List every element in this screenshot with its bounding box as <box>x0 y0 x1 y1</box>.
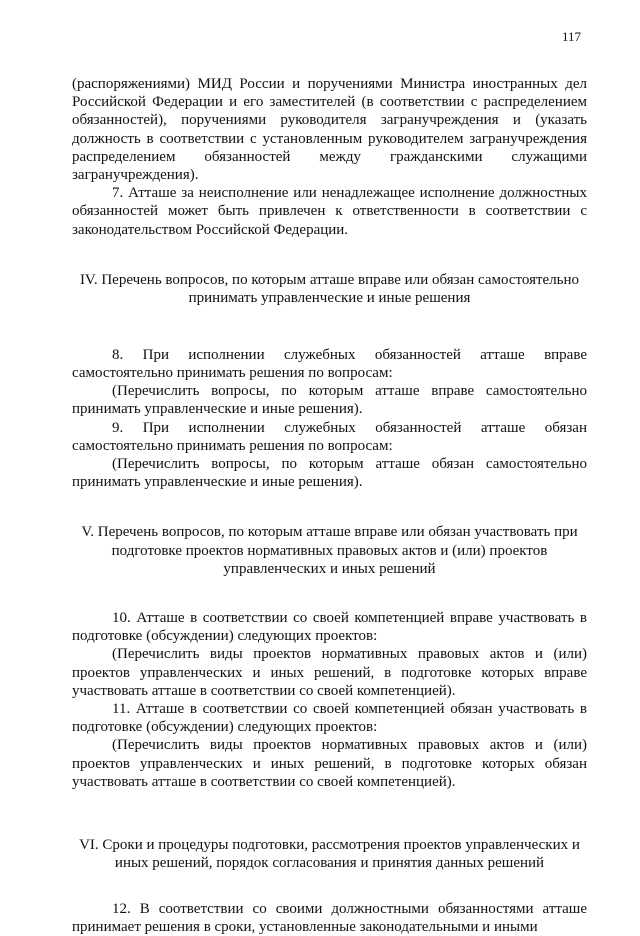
paragraph-8: 8. При исполнении служебных обязанностей атташе вправе самостоятельно принимать решения по вопросам: <box>72 346 587 382</box>
paragraph-continuation: (распоряжениями) МИД России и поручениями Министра иностранных дел Российской Федерации и его заместителей (в соответствии с распределением обязанностей), поручениями руководителя загранучреждения и (указать должность в соответствии с установленным руководителем загранучреждения распределением обязанностей между гражданскими служащими загранучреждения). <box>72 76 587 184</box>
paragraph-9-note: (Перечислить вопросы, по которым атташе обязан самостоятельно принимать управленческие и иные решения). <box>72 456 587 491</box>
paragraph-10-note: (Перечислить виды проектов нормативных правовых актов и (или) проектов управленческих и иных решений, в подготовке которых вправе участвовать атташе в соответствии со своей компетенцией). <box>72 646 587 699</box>
paragraph-10: 10. Атташе в соответствии со своей компетенцией вправе участвовать в подготовке (обсуждении) следующих проектов: <box>72 609 587 645</box>
paragraph-9: 9. При исполнении служебных обязанностей атташе обязан самостоятельно принимать решения по вопросам: <box>72 419 587 454</box>
document-body <box>72 75 587 936</box>
page-number: 117 <box>562 29 582 44</box>
paragraph-11: 11. Атташе в соответствии со своей компетенцией обязан участвовать в подготовке (обсуждении) следующих проектов: <box>72 700 587 736</box>
paragraph-7: 7. Атташе за неисполнение или ненадлежащее исполнение должностных обязанностей может быть привлечен к ответственности в соответствии с законодательством Российской Федерации. <box>72 185 587 238</box>
paragraph-12: 12. В соответствии со своими должностными обязанностями атташе принимает решения в сроки, установленные законодательными и иными <box>72 900 587 936</box>
paragraph-11-note: (Перечислить виды проектов нормативных правовых актов и (или) проектов управленческих и иных решений, в подготовке которых обязан участвовать атташе в соответствии со своей компетенцией). <box>72 737 587 790</box>
section-heading-iv: IV. Перечень вопросов, по которым атташе вправе или обязан самостоятельно принимать управленческие и иные решения <box>79 271 580 307</box>
paragraph-8-note: (Перечислить вопросы, по которым атташе вправе самостоятельно принимать управленческие и иные решения). <box>72 383 587 418</box>
section-heading-vi: VI. Сроки и процедуры подготовки, рассмотрения проектов управленческих и иных решений, порядок согласования и принятия данных решений <box>79 836 580 872</box>
section-heading-v: V. Перечень вопросов, по которым атташе вправе или обязан участвовать при подготовке проектов нормативных правовых актов и (или) проектов управленческих и иных решений <box>81 524 578 578</box>
